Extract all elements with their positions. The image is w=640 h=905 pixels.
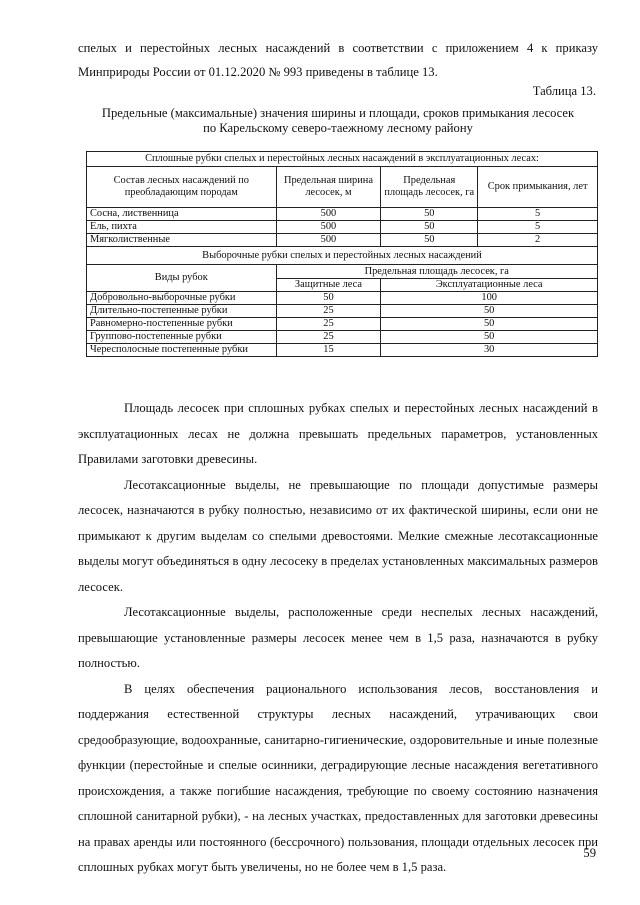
paragraph-2: Лесотаксационные выделы, не превышающие по площади допустимые размеры лесосек, назначаются в рубку полностью, независимо от их фактической ширины, если они не примыкают к другим выделам со спелыми древостоями. Мелкие смежные лесотаксационные выделы могут объединяться в одну лесосеку в пределах установленных максимальных размеров лесосек. [78,477,598,594]
row-width: 500 [276,234,381,247]
row-name: Равномерно-постепенные рубки [87,318,277,331]
table-row [87,221,598,234]
paragraph-1: Площадь лесосек при сплошных рубках спелых и перестойных лесных насаждений в эксплуатационных лесах не должна превышать предельных параметров, установленных Правилами заготовки древесины. [78,401,598,466]
row-protective: 25 [276,318,381,331]
row-term: 2 [478,234,598,247]
header-composition: Состав лесных насаждений по преобладающим породам [87,167,277,208]
body-text [78,396,598,881]
header-cut-type: Виды рубок [87,265,277,292]
row-name: Мягколиственные [87,234,277,247]
table-caption [90,106,586,136]
row-area: 50 [381,234,478,247]
header-width: Предельная ширина лесосек, м [276,167,381,208]
row-exploitation: 100 [381,292,598,305]
row-protective: 25 [276,331,381,344]
table-label: Таблица 13. [532,84,596,98]
row-protective: 15 [276,344,381,357]
paragraph-3: Лесотаксационные выделы, расположенные среди неспелых лесных насаждений, превышающие установленные размеры лесосек менее чем в 1,5 раза, назначаются в рубку полностью. [78,605,598,670]
row-protective: 25 [276,305,381,318]
row-area: 50 [381,221,478,234]
row-area: 50 [381,208,478,221]
intro-line-1: спелых и перестойных лесных насаждений в соответствии с приложением 4 к приказу [78,41,598,55]
header-term: Срок примыкания, лет [478,167,598,208]
cutting-limits-table [86,151,598,357]
table-row [87,331,598,344]
table-row [87,292,598,305]
row-name: Длительно-постепенные рубки [87,305,277,318]
row-width: 500 [276,221,381,234]
paragraph-4: В целях обеспечения рационального использования лесов, восстановления и поддержания естественной структуры лесных насаждений, утрачивающих свои средообразующие, водоохранные, санитарно-гигиенические, оздоровительные и иные полезные функции (перестойные и спелые осинники, деградирующие лесные насаждения вегетативного происхождения, а также погибшие насаждения, требующие по своему состоянию назначения сплошной санитарной рубки), - на лесных участках, предоставленных для заготовки древесины на правах аренды или постоянного (бессрочного) пользования, площади отдельных лесосек при сплошных рубках могут быть увеличены, но не более чем в 1,5 раза. [78,681,598,874]
table-row [87,208,598,221]
row-name: Группово-постепенные рубки [87,331,277,344]
row-name: Добровольно-выборочные рубки [87,292,277,305]
row-exploitation: 50 [381,318,598,331]
section1-title: Сплошные рубки спелых и перестойных лесных насаждений в эксплуатационных лесах: [87,152,598,167]
row-exploitation: 50 [381,305,598,318]
table-row [87,234,598,247]
row-name: Чересполосные постепенные рубки [87,344,277,357]
row-name: Сосна, лиственница [87,208,277,221]
table-caption-line-1: Предельные (максимальные) значения ширины и площади, сроков примыкания лесосек [101,106,575,120]
header-max-area: Предельная площадь лесосек, га [276,265,597,279]
table-caption-line-2: по Карельскому северо-таежному лесному району [203,121,473,135]
row-term: 5 [478,221,598,234]
intro-paragraph [78,36,598,84]
row-term: 5 [478,208,598,221]
table-row [87,305,598,318]
header-protective: Защитные леса [276,279,381,292]
row-exploitation: 50 [381,331,598,344]
row-name: Ель, пихта [87,221,277,234]
page-number: 59 [583,846,596,860]
row-exploitation: 30 [381,344,598,357]
header-exploitation: Эксплуатационные леса [381,279,598,292]
table-row [87,344,598,357]
row-protective: 50 [276,292,381,305]
intro-line-2: Минприроды России от 01.12.2020 № 993 приведены в таблице 13. [78,65,438,79]
section2-title: Выборочные рубки спелых и перестойных лесных насаждений [87,247,598,265]
row-width: 500 [276,208,381,221]
table-row [87,318,598,331]
header-area: Предельная площадь лесосек, га [381,167,478,208]
